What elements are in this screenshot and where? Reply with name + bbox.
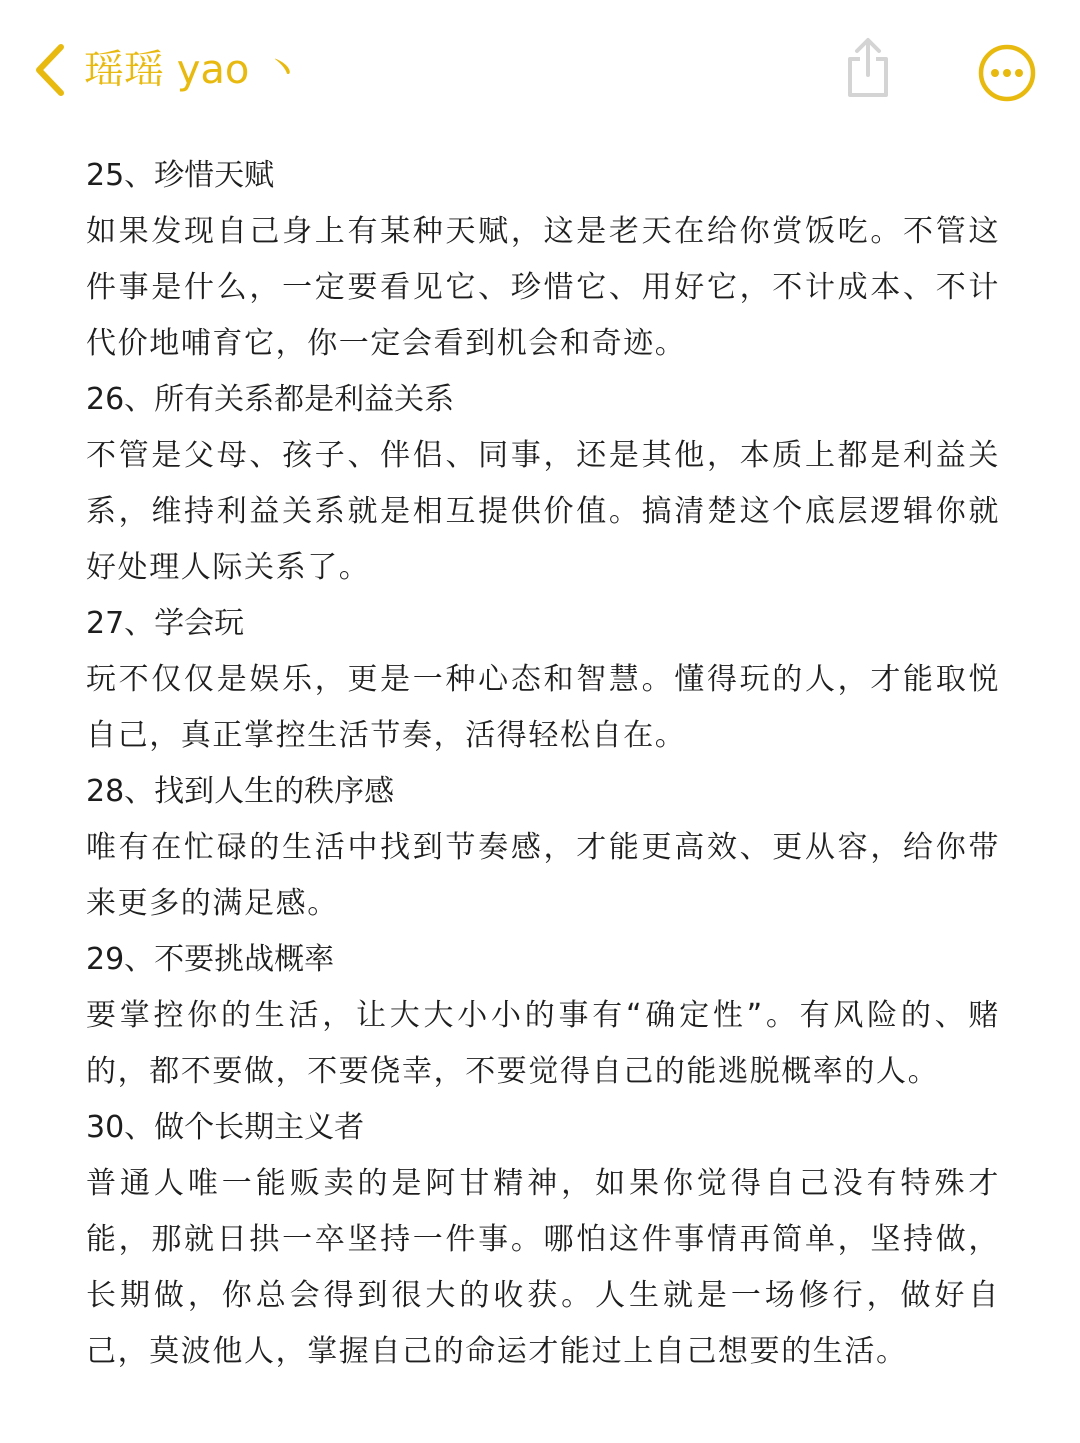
section-body: 唯有在忙碌的生活中找到节奏感，才能更高效、更从容，给你带来更多的满足感。 bbox=[86, 830, 1000, 921]
share-button[interactable] bbox=[838, 32, 898, 104]
section-28 bbox=[86, 764, 1000, 932]
section-heading: 27、学会玩 bbox=[86, 606, 245, 641]
section-25 bbox=[86, 148, 1000, 372]
section-body: 不管是父母、孩子、伴侣、同事，还是其他，本质上都是利益关系，维持利益关系就是相互提供价值。搞清楚这个底层逻辑你就好处理人际关系了。 bbox=[86, 438, 1000, 585]
section-26 bbox=[86, 372, 1000, 596]
section-30 bbox=[86, 1100, 1000, 1380]
section-heading: 29、不要挑战概率 bbox=[86, 942, 335, 977]
back-button[interactable] bbox=[28, 40, 72, 100]
share-icon bbox=[842, 35, 894, 101]
section-body: 要掌控你的生活，让大大小小的事有“确定性”。有风险的、赌的，都不要做，不要侥幸，不要觉得自己的能逃脱概率的人。 bbox=[86, 998, 1000, 1089]
section-heading: 26、所有关系都是利益关系 bbox=[86, 382, 455, 417]
section-27 bbox=[86, 596, 1000, 764]
section-29 bbox=[86, 932, 1000, 1100]
section-heading: 28、找到人生的秩序感 bbox=[86, 774, 395, 809]
more-options-button[interactable] bbox=[976, 42, 1038, 104]
section-heading: 25、珍惜天赋 bbox=[86, 158, 275, 193]
section-body: 普通人唯一能贩卖的是阿甘精神，如果你觉得自己没有特殊才能，那就日拱一卒坚持一件事。哪怕这件事情再简单，坚持做，长期做，你总会得到很大的收获。人生就是一场修行，做好自己，莫波他人，掌握自己的命运才能过上自己想要的生活。 bbox=[86, 1166, 1000, 1369]
more-circle-icon bbox=[977, 43, 1037, 103]
section-heading: 30、做个长期主义者 bbox=[86, 1110, 365, 1145]
section-body: 玩不仅仅是娱乐，更是一种心态和智慧。懂得玩的人，才能取悦自己，真正掌控生活节奏，活得轻松自在。 bbox=[86, 662, 1000, 753]
chevron-left-icon bbox=[33, 43, 67, 97]
section-body: 如果发现自己身上有某种天赋，这是老天在给你赏饭吃。不管这件事是什么，一定要看见它、珍惜它、用好它，不计成本、不计代价地哺育它，你一定会看到机会和奇迹。 bbox=[86, 214, 1000, 361]
top-navigation-bar bbox=[0, 0, 1080, 140]
note-content bbox=[86, 148, 1000, 1380]
page-title: 瑶瑶 yao 丶 bbox=[84, 47, 303, 93]
